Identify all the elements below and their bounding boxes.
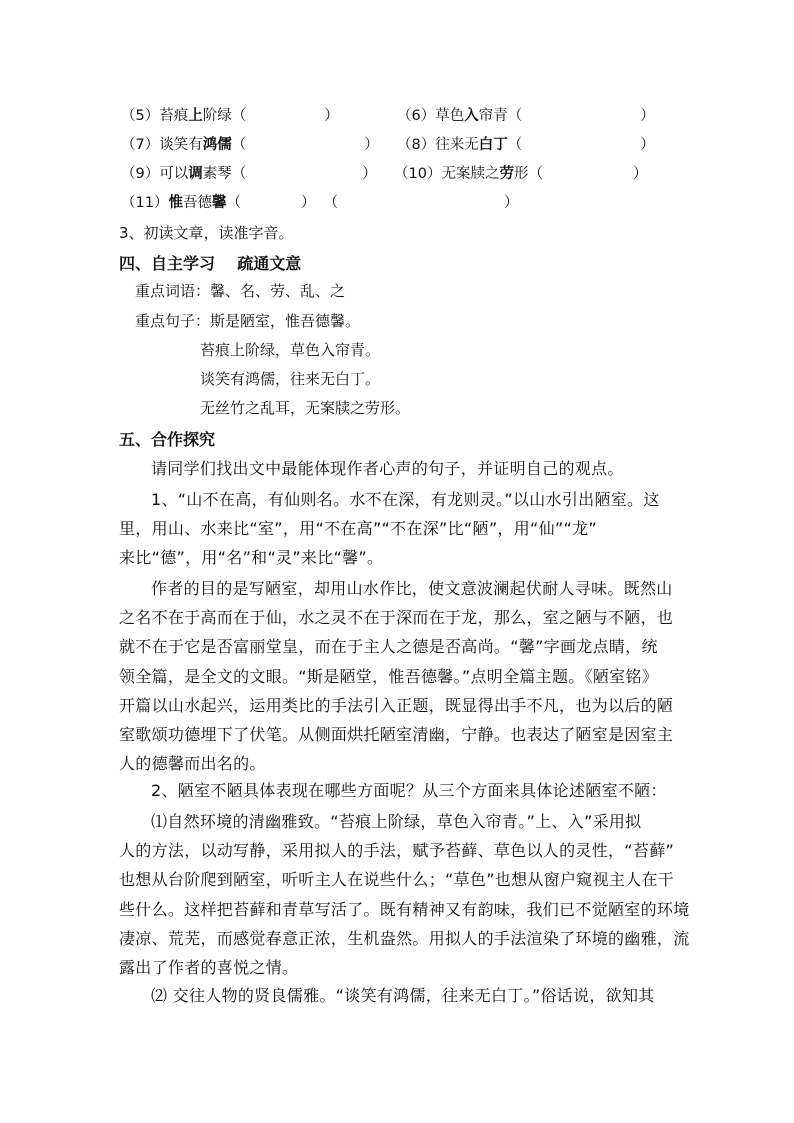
vocab-item-7: （7）谈笑有鸿儒（ ）: [121, 137, 379, 153]
vocab-item-9: （9）可以调素琴（ ）: [121, 166, 377, 182]
vocab-item-11: （11）惟吾德馨（ ） （ ）: [121, 195, 519, 211]
key-sentence-4: 无丝竹之乱耳，无案牍之劳形。: [200, 399, 411, 417]
key-sentences-line-1: 重点句子：斯是陋室，惟吾德馨。: [135, 312, 361, 330]
paragraph-2: 作者的目的是写陋室，却用山水作比，使文意波澜起伏耐人寻味。既然山 之名不在于高而在于仙，水之灵不在于深而在于龙，那么，室之陋与不陋，也 就不在于它是否富丽堂皇，而在于主人之德是否高尚。“馨”字画龙点睛，统 领全篇，是全文的文眼。“斯是陋堂，惟吾德馨。”点明全篇主题。《陋室铭》 开篇以山水起兴，运用类比的手法引入正题，既显得出手不凡，也为以后的陋 室歌颂功德埋下了伏笔。从侧面烘托陋室清幽，宁静。也表达了陋室是因室主 人的德馨而出名的。: [119, 579, 674, 774]
key-sentence-2: 苔痕上阶绿，草色入帘青。: [200, 341, 381, 359]
vocab-item-5: （5）苔痕上阶绿（ ）: [121, 108, 339, 124]
section-4-title: 四、自主学习 疏通文意: [119, 254, 302, 273]
vocab-item-10: （10）无案牍之劳形（ ）: [394, 166, 648, 182]
paragraph-4: ⑴自然环境的清幽雅致。“苔痕上阶绿，草色入帘青。”上、入”采用拟 人的方法，以动写静，采用拟人的手法，赋予苔藓、草色以人的灵性，“苔藓” 也想从台阶爬到陋室，听听主人在说些什么；“草色”也想从窗户窥视主人在干 些什么。这样把苔藓和青草写活了。既有精神又有韵味，我们已不觉陋室的环境 凄凉、荒芜，而感觉春意正浓，生机盎然。用拟人的手法渲染了环境的幽雅，流 露出了作者的喜悦之情。: [119, 812, 690, 978]
vocab-item-8: （8）往来无白丁（ ）: [397, 137, 655, 153]
key-words: 重点词语：馨、名、劳、乱、之: [135, 282, 346, 300]
paragraph-1: 1、“山不在高，有仙则名。水不在深，有龙则灵。”以山水引出陋室。这 里，用山、水来比“室”，用“不在高”“不在深”比“陋”，用“仙”“龙” 来比“德”，用“名”和“灵”来比“馨”。: [119, 490, 660, 568]
key-sentence-3: 谈笑有鸿儒，往来无白丁。: [200, 370, 381, 388]
paragraph-3: 2、陋室不陋具体表现在哪些方面呢？从三个方面来具体论述陋室不陋：: [151, 781, 667, 800]
section-5-intro: 请同学们找出文中最能体现作者心声的句子，并证明自己的观点。: [151, 459, 624, 478]
paragraph-5: ⑵ 交往人物的贤良儒雅。“谈笑有鸿儒，往来无白丁。”俗话说，欲知其: [151, 986, 655, 1005]
vocab-item-6: （6）草色入帘青（ ）: [397, 108, 655, 124]
section-5-title: 五、合作探究: [119, 430, 216, 449]
step-3: 3、初读文章，读准字音。: [119, 224, 294, 242]
